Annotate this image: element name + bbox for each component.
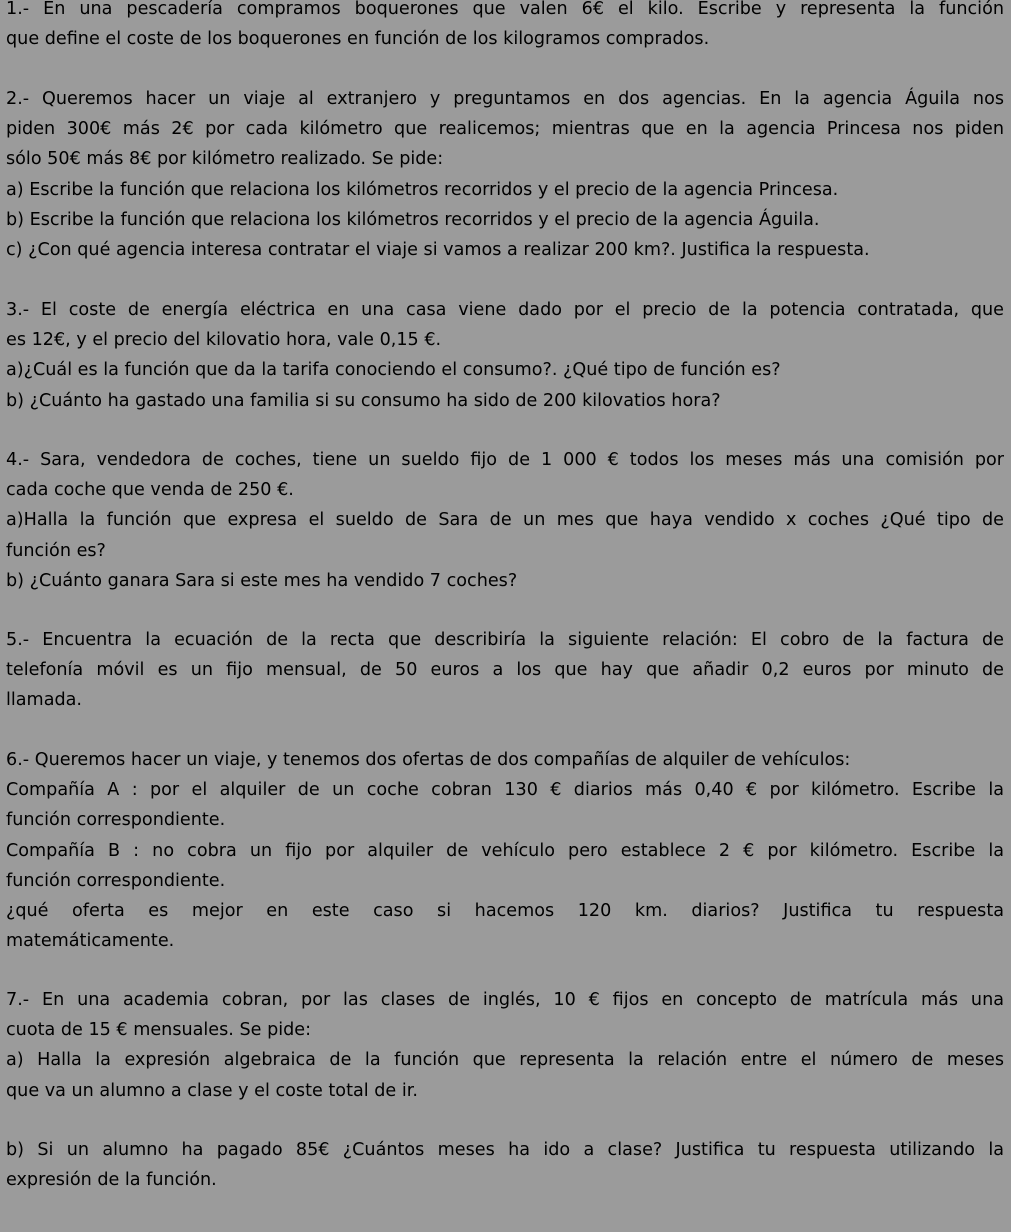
exercise-7 [6,985,1004,1106]
text-line: cada coche que venda de 250 €. [6,480,294,501]
text-line: Compañía B : no cobra un fijo por alquiler de vehículo pero establece 2 € por kilómetro. Escribe la [6,840,1004,861]
exercise-5 [6,625,1004,716]
text-line: sólo 50€ más 8€ por kilómetro realizado. Se pide: [6,149,444,170]
exercise-6 [6,745,1004,956]
text-line: Compañía A : por el alquiler de un coche cobran 130 € diarios más 0,40 € por kilómetro. Escribe la [6,780,1004,801]
text-line: piden 300€ más 2€ por cada kilómetro que realicemos; mientras que en la agencia Princesa nos piden [6,119,1004,140]
text-line: expresión de la función. [6,1170,217,1191]
text-line: b) ¿Cuánto ganara Sara si este mes ha vendido 7 coches? [6,570,518,591]
text-line: a)¿Cuál es la función que da la tarifa conociendo el consumo?. ¿Qué tipo de función es? [6,360,781,381]
text-line: función correspondiente. [6,870,226,891]
text-line: 1.- En una pescadería compramos boquerones que valen 6€ el kilo. Escribe y representa la función [6,0,1004,19]
text-line: b) Escribe la función que relaciona los kilómetros recorridos y el precio de la agencia Águila. [6,209,820,230]
exercise-7b [6,1135,1004,1195]
exercise-1 [6,0,1004,54]
text-line: 7.- En una academia cobran, por las clases de inglés, 10 € fijos en concepto de matrícula más una [6,990,1004,1010]
exercise-4 [6,445,1004,596]
text-line: b) ¿Cuánto ha gastado una familia si su consumo ha sido de 200 kilovatios hora? [6,390,721,411]
text-line: que va un alumno a clase y el coste total de ir. [6,1080,418,1101]
text-line: función correspondiente. [6,810,226,831]
text-line: 4.- Sara, vendedora de coches, tiene un sueldo fijo de 1 000 € todos los meses más una comisión por [6,450,1004,470]
text-line: a) Halla la expresión algebraica de la función que representa la relación entre el número de meses [6,1050,1004,1071]
text-line: matemáticamente. [6,931,175,952]
text-line: c) ¿Con qué agencia interesa contratar el viaje si vamos a realizar 200 km?. Justifica la respuesta. [6,239,870,260]
text-line: telefonía móvil es un fijo mensual, de 50 euros a los que hay que añadir 0,2 euros por minuto de [6,660,1004,681]
exercise-2 [6,84,1004,265]
text-line: a) Escribe la función que relaciona los kilómetros recorridos y el precio de la agencia Princesa. [6,179,839,200]
text-line: que define el coste de los boquerones en función de los kilogramos comprados. [6,29,710,50]
text-line: 3.- El coste de energía eléctrica en una casa viene dado por el precio de la potencia contratada, que [6,300,1004,320]
text-line: ¿qué oferta es mejor en este caso si hacemos 120 km. diarios? Justifica tu respuesta [6,900,1004,921]
text-line: llamada. [6,690,83,711]
text-line: 5.- Encuentra la ecuación de la recta que describiría la siguiente relación: El cobro de la factura de [6,630,1004,650]
text-line: 6.- Queremos hacer un viaje, y tenemos dos ofertas de dos compañías de alquiler de vehículos: [6,750,851,770]
text-line: cuota de 15 € mensuales. Se pide: [6,1020,312,1041]
text-line: función es? [6,540,106,561]
exercise-3 [6,295,1004,416]
text-line: a)Halla la función que expresa el sueldo de Sara de un mes que haya vendido x coches ¿Qué tipo de [6,510,1004,531]
text-line: 2.- Queremos hacer un viaje al extranjero y preguntamos en dos agencias. En la agencia Águila nos [6,89,1004,109]
text-line: es 12€, y el precio del kilovatio hora, vale 0,15 €. [6,330,442,351]
text-line: b) Si un alumno ha pagado 85€ ¿Cuántos meses ha ido a clase? Justifica tu respuesta utilizando la [6,1140,1004,1160]
